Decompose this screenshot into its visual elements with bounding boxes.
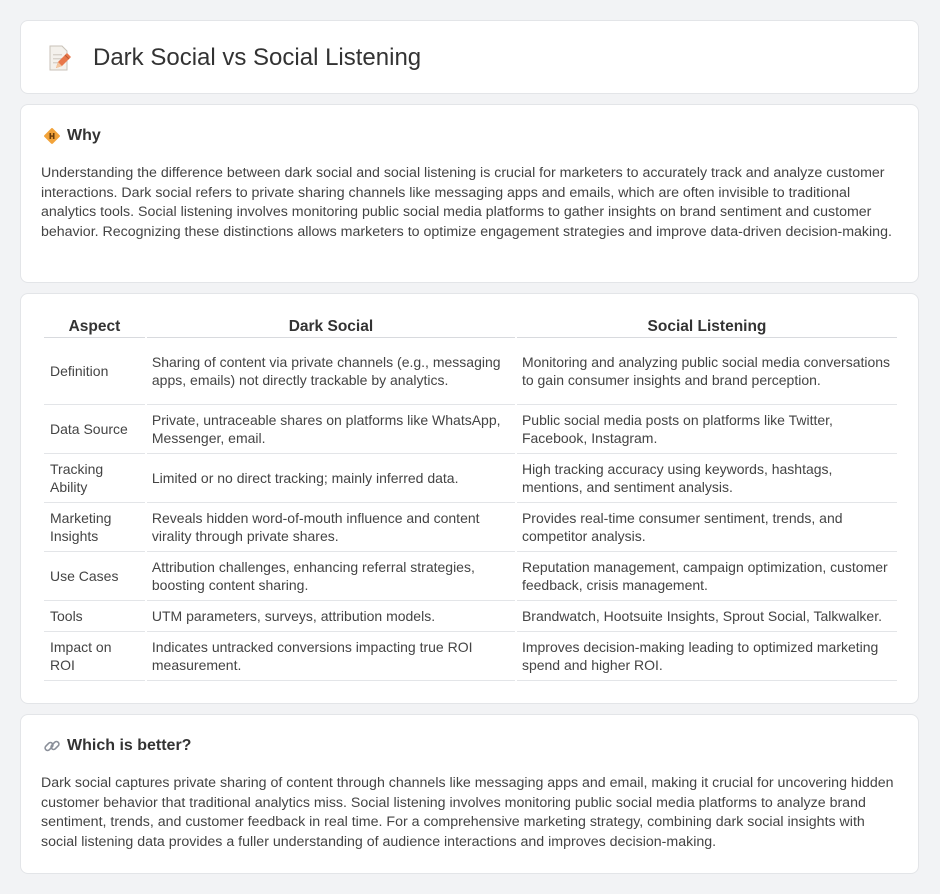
row-aspect: Data Source	[44, 405, 145, 454]
table-row	[44, 632, 897, 681]
better-text: Dark social captures private sharing of content through channels like messaging apps and email, making it crucial for uncovering hidden customer behavior that traditional analytics miss. Social listening involves monitoring public social media platforms to analyze brand sentiment, trends, and customer feedback in real time. For a comprehensive marketing strategy, combining dark social insights with social listening data provides a fuller understanding of audience interactions and improves decision-making.	[41, 775, 894, 850]
row-dark-social: Limited or no direct tracking; mainly inferred data.	[147, 454, 515, 503]
table-row	[44, 552, 897, 601]
why-header	[43, 127, 101, 145]
better-header	[43, 737, 191, 755]
row-aspect: Definition	[44, 338, 145, 405]
comparison-table	[42, 316, 899, 681]
comparison-card	[20, 293, 919, 704]
why-heading: Why	[67, 127, 101, 144]
row-aspect: Impact on ROI	[44, 632, 145, 681]
row-social-listening: Brandwatch, Hootsuite Insights, Sprout Social, Talkwalker.	[517, 601, 897, 632]
table-row	[44, 503, 897, 552]
row-dark-social: Private, untraceable shares on platforms like WhatsApp, Messenger, email.	[147, 405, 515, 454]
row-dark-social: Indicates untracked conversions impacting true ROI measurement.	[147, 632, 515, 681]
link-icon	[43, 737, 61, 755]
header-dark-social: Dark Social	[147, 316, 515, 338]
which-better-card	[20, 714, 919, 874]
row-social-listening: Monitoring and analyzing public social media conversations to gain consumer insights and brand perception.	[517, 338, 897, 405]
why-text: Understanding the difference between dark social and social listening is crucial for marketers to accurately track and analyze customer interactions. Dark social refers to private sharing channels like messaging apps and emails, which are often invisible to traditional analytics tools. Social listening involves monitoring public social media platforms to gather insights on brand sentiment and customer behavior. Recognizing these distinctions allows marketers to optimize engagement strategies and improve data-driven decision-making.	[41, 165, 892, 240]
row-social-listening: Public social media posts on platforms like Twitter, Facebook, Instagram.	[517, 405, 897, 454]
title-card	[20, 20, 919, 94]
table-row	[44, 405, 897, 454]
row-social-listening: Reputation management, campaign optimization, customer feedback, crisis management.	[517, 552, 897, 601]
table-row	[44, 601, 897, 632]
table-row	[44, 454, 897, 503]
why-card	[20, 104, 919, 283]
page-title: Dark Social vs Social Listening	[93, 44, 422, 71]
row-dark-social: Attribution challenges, enhancing referral strategies, boosting content sharing.	[147, 552, 515, 601]
row-dark-social: Reveals hidden word-of-mouth influence and content virality through private shares.	[147, 503, 515, 552]
row-dark-social: UTM parameters, surveys, attribution models.	[147, 601, 515, 632]
header-aspect: Aspect	[44, 316, 145, 338]
row-social-listening: Improves decision-making leading to optimized marketing spend and higher ROI.	[517, 632, 897, 681]
row-aspect: Tools	[44, 601, 145, 632]
row-aspect: Marketing Insights	[44, 503, 145, 552]
road-sign-icon	[43, 127, 61, 145]
row-aspect: Tracking Ability	[44, 454, 145, 503]
row-social-listening: High tracking accuracy using keywords, hashtags, mentions, and sentiment analysis.	[517, 454, 897, 503]
better-heading: Which is better?	[67, 737, 192, 754]
table-row	[44, 338, 897, 405]
row-aspect: Use Cases	[44, 552, 145, 601]
table-header-row	[44, 316, 897, 338]
row-social-listening: Provides real-time consumer sentiment, trends, and competitor analysis.	[517, 503, 897, 552]
document-pencil-icon	[47, 44, 71, 72]
header-social-listening: Social Listening	[517, 316, 897, 338]
title-row	[47, 43, 421, 73]
row-dark-social: Sharing of content via private channels (e.g., messaging apps, emails) not directly trackable by analytics.	[147, 338, 515, 405]
